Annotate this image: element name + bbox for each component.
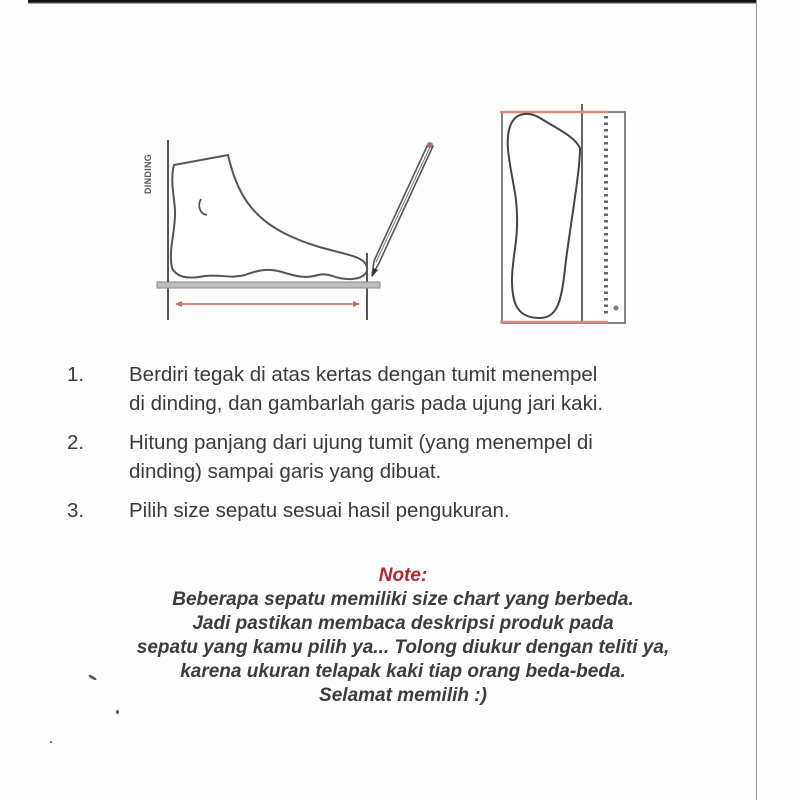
ruler-tick (604, 227, 608, 230)
ruler-tick (604, 123, 608, 126)
ruler-tick (604, 188, 608, 191)
ruler-tick (604, 240, 608, 243)
step-number: 1. (67, 363, 85, 386)
ruler-tick (604, 194, 608, 197)
ruler-tick (604, 279, 608, 282)
side-view-figure (157, 140, 433, 320)
ruler-tick (604, 142, 608, 145)
note-line: sepatu yang kamu pilih ya... Tolong diukur dengan teliti ya, (136, 637, 670, 658)
ruler-tick (604, 136, 608, 139)
step-text-line: Pilih size sepatu sesuai hasil pengukuran. (129, 499, 510, 522)
note-line: Selamat memilih :) (319, 685, 487, 706)
ruler-tick (604, 207, 608, 210)
speck-artifact (116, 710, 119, 714)
top-view-figure (500, 104, 625, 323)
ruler-tick (604, 149, 608, 152)
ruler-tick (604, 155, 608, 158)
paper-floor (157, 282, 380, 288)
ruler-tick (604, 116, 608, 119)
note-line: karena ukuran telapak kaki tiap orang beda-beda. (180, 661, 626, 682)
ruler-tick (604, 272, 608, 275)
ruler-tick (604, 214, 608, 217)
step-text-line: dinding) sampai garis yang dibuat. (129, 460, 442, 483)
wall-label: DINDING (143, 153, 153, 194)
pencil-icon (372, 142, 433, 277)
arrow-head-left (175, 301, 182, 307)
ruler-tick (604, 246, 608, 249)
ruler-tick (604, 181, 608, 184)
ruler-tick (604, 168, 608, 171)
speck-artifact (50, 741, 52, 743)
note-title: Note: (378, 565, 428, 586)
foot-measurement-illustration (0, 0, 800, 360)
ruler-tick (604, 233, 608, 236)
note-block (50, 564, 756, 708)
ruler-tick (604, 162, 608, 165)
ruler-tick (604, 201, 608, 204)
foot-outline (171, 155, 367, 279)
step-item (67, 496, 757, 525)
ruler-tick (604, 266, 608, 269)
ruler-tick (604, 285, 608, 288)
ruler-tick (604, 253, 608, 256)
step-text-line: di dinding, dan gambarlah garis pada ujung jari kaki. (129, 392, 604, 415)
ruler-tick (604, 311, 608, 314)
step-number: 3. (67, 499, 85, 522)
step-text-line: Hitung panjang dari ujung tumit (yang menempel di (129, 431, 593, 454)
ruler-tick (604, 305, 608, 308)
note-line: Jadi pastikan membaca deskripsi produk pada (192, 613, 614, 634)
ruler-tick (604, 220, 608, 223)
step-text-line: Berdiri tegak di atas kertas dengan tumit menempel (129, 363, 598, 386)
ruler-tick (604, 292, 608, 295)
step-item (67, 360, 757, 418)
ruler-tick (604, 175, 608, 178)
arrow-head-right (353, 301, 360, 307)
ruler-tick (604, 129, 608, 132)
ruler-tick (604, 259, 608, 262)
note-line: Beberapa sepatu memiliki size chart yang berbeda. (172, 589, 634, 610)
instruction-list (67, 360, 757, 535)
step-number: 2. (67, 431, 85, 454)
ruler-tick (604, 298, 608, 301)
step-item (67, 428, 757, 486)
ruler-dot (614, 306, 619, 311)
